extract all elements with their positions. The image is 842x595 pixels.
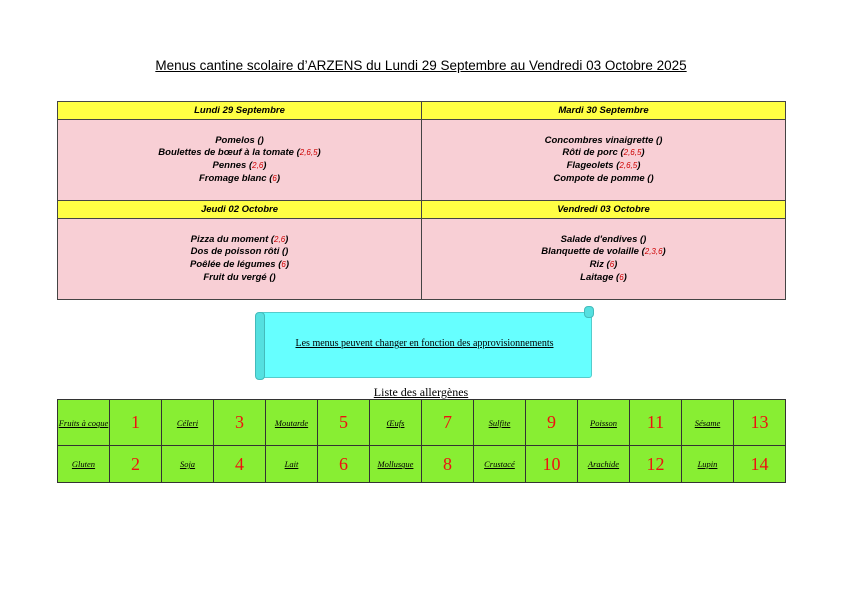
allergen-name: Céleri (162, 400, 214, 446)
menu-item: Fromage blanc (6) (199, 172, 280, 184)
allergen-number: 13 (734, 400, 786, 446)
day-header-thursday: Jeudi 02 Octobre (58, 201, 422, 219)
menu-item: Dos de poisson rôti () (190, 246, 289, 258)
allergen-codes: 6 (272, 173, 277, 183)
page-title: Menus cantine scolaire d’ARZENS du Lundi 29 Septembre au Vendredi 03 Octobre 2025 (155, 58, 687, 73)
allergen-number: 1 (110, 400, 162, 446)
allergen-codes: 2,6,5 (619, 161, 638, 170)
allergen-codes: 2,3,6 (644, 247, 663, 257)
allergen-number: 14 (734, 446, 786, 483)
allergen-codes: 2,6 (252, 161, 264, 170)
menu-item: Pizza du moment (2,6) (190, 233, 289, 245)
day-header-monday: Lundi 29 Septembre (58, 102, 422, 120)
menu-item: Riz (6) (589, 259, 618, 270)
menu-item: Poêlée de légumes (6) (190, 259, 289, 270)
allergen-number: 9 (526, 400, 578, 446)
day-header-tuesday: Mardi 30 Septembre (422, 102, 786, 120)
allergen-number: 12 (630, 446, 682, 483)
menu-item: Compote de pomme () (553, 172, 654, 184)
allergen-name: Lait (266, 446, 318, 483)
banner-scroll-curl-right (584, 306, 594, 318)
menu-item: Pennes (2,6) (212, 160, 267, 171)
menu-item: Rôti de porc (2,6,5) (562, 147, 645, 159)
notice-text: Les menus peuvent changer en fonction des approvisionnements (295, 338, 554, 349)
allergen-name: Poisson (578, 400, 630, 446)
day-header-friday: Vendredi 03 Octobre (422, 201, 786, 219)
allergen-number: 10 (526, 446, 578, 483)
allergen-number: 4 (214, 446, 266, 483)
allergen-name: Sésame (682, 400, 734, 446)
allergen-number: 5 (318, 400, 370, 446)
allergen-number: 8 (422, 446, 474, 483)
allergen-codes: 6 (619, 272, 624, 282)
allergen-name: Crustacé (474, 446, 526, 483)
allergen-name: Fruits à coque (58, 400, 110, 446)
menu-item: Concombres vinaigrette () (544, 134, 663, 146)
allergen-number: 7 (422, 400, 474, 446)
allergen-name: Œufs (370, 400, 422, 446)
menu-item: Blanquette de volaille (2,3,6) (541, 246, 666, 258)
allergen-codes: 2,6,5 (623, 148, 642, 158)
menu-item: Laitage (6) (580, 271, 627, 283)
menu-table (57, 101, 786, 300)
menu-item: Fruit du vergé () (203, 271, 276, 283)
allergens-table (57, 399, 786, 483)
allergen-codes: 2,6,5 (299, 148, 318, 158)
allergen-name: Mollusque (370, 446, 422, 483)
menu-item: Flageolets (2,6,5) (566, 160, 641, 171)
allergen-name: Soja (162, 446, 214, 483)
allergen-codes: 6 (609, 260, 615, 269)
day-menu-tuesday (422, 120, 786, 201)
allergen-name: Arachide (578, 446, 630, 483)
allergen-number: 11 (630, 400, 682, 446)
menu-item: Pomelos () (215, 134, 264, 146)
allergens-title: Liste des allergènes (373, 385, 469, 399)
allergen-codes: 2,6 (274, 234, 286, 244)
menu-item: Boulettes de bœuf à la tomate (2,6,5) (158, 147, 321, 159)
allergen-name: Moutarde (266, 400, 318, 446)
allergen-name: Lupin (682, 446, 734, 483)
allergen-number: 3 (214, 400, 266, 446)
day-menu-thursday (58, 219, 422, 300)
allergen-number: 2 (110, 446, 162, 483)
menu-item: Salade d'endives () (560, 233, 647, 245)
allergen-name: Sulfite (474, 400, 526, 446)
allergen-name: Gluten (58, 446, 110, 483)
day-menu-monday (58, 120, 422, 201)
day-menu-friday (422, 219, 786, 300)
allergen-number: 6 (318, 446, 370, 483)
allergen-codes: 6 (281, 260, 286, 269)
